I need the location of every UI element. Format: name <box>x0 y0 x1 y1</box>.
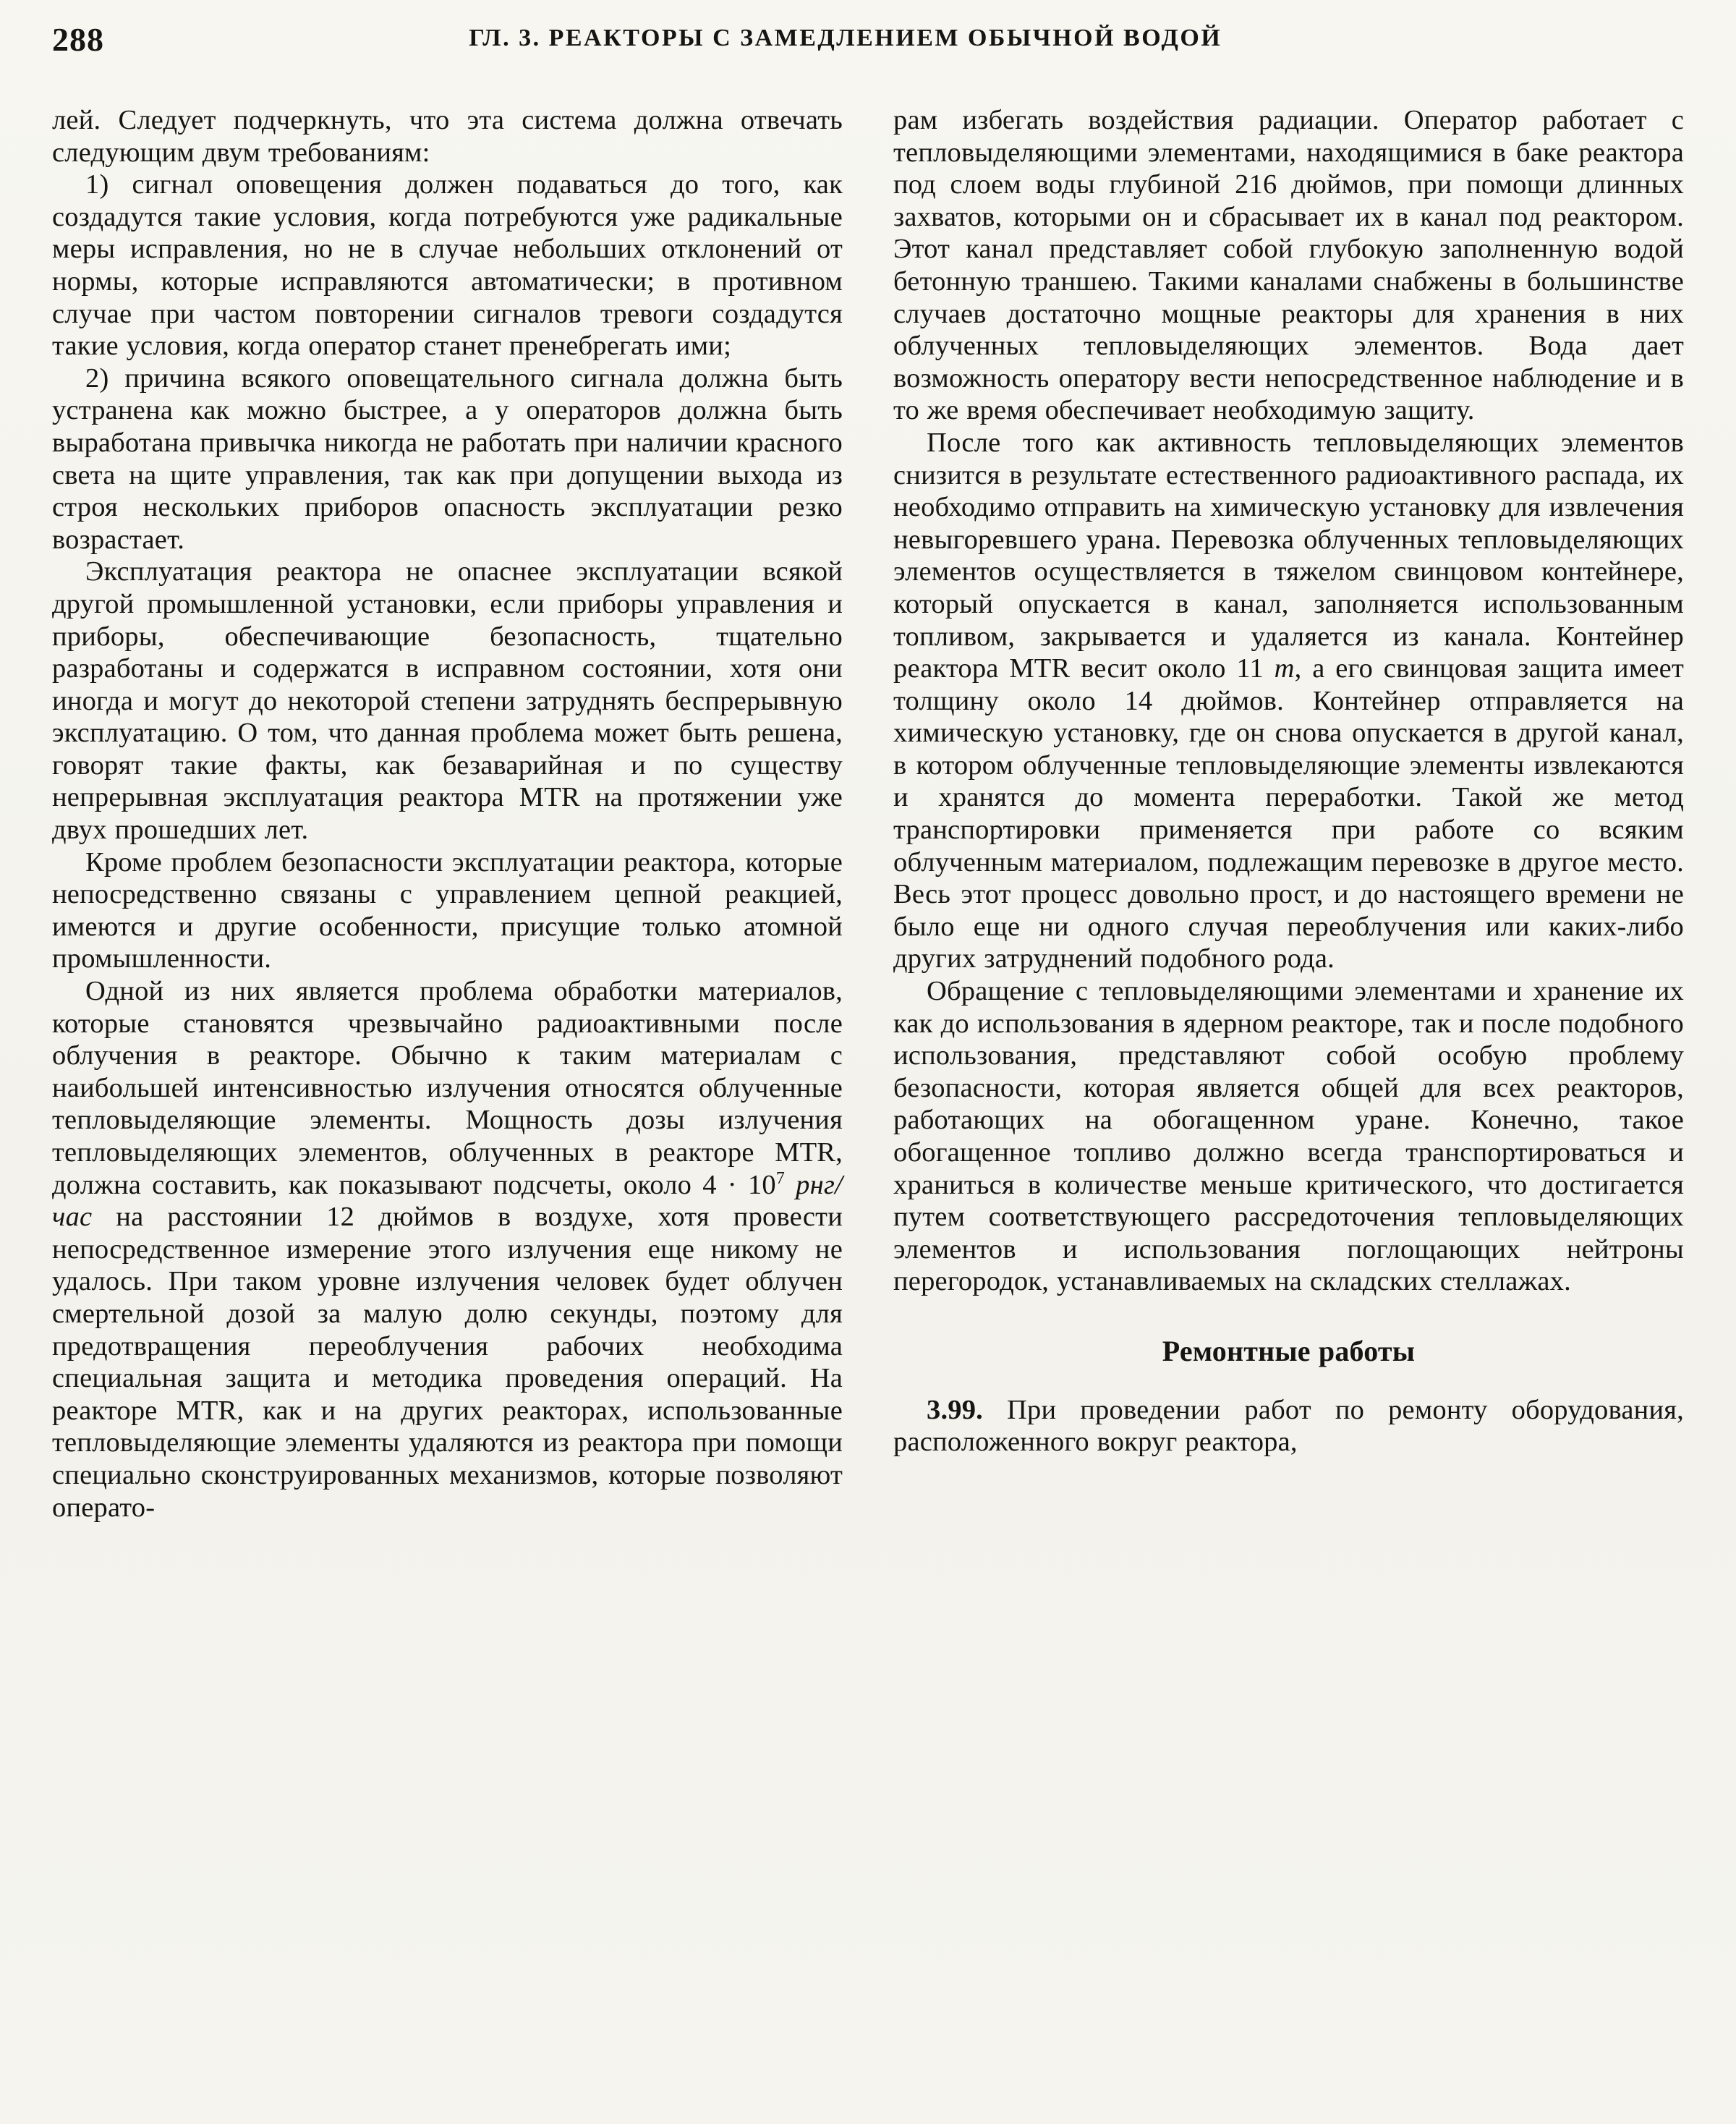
right-column <box>893 104 1684 1524</box>
section-heading: Ремонтные работы <box>1162 1334 1416 1367</box>
running-title: ГЛ. 3. РЕАКТОРЫ С ЗАМЕДЛЕНИЕМ ОБЫЧНОЙ ВОДОЙ <box>469 25 1222 51</box>
text-columns <box>52 104 1684 1524</box>
paragraph: Одной из них является проблема обработки материалов, которые становятся чрезвычайно радиоактивными после облучения в реакторе. Обычно к таким материалам с наибольшей интенсивностью излучения относятся облученные тепловыделяющие элементы. Мощность дозы излучения тепловыделяющих элементов, облученных в реакторе MTR, должна составить, как показывают подсчеты, около $4 \cdot 10^7$ рнг/час на расстоянии 12 дюймов в воздухе, хотя провести непосредственное измерение этого излучения еще никому не удалось. При таком уровне излучения человек будет облучен смертельной дозой за малую долю секунды, поэтому для предотвращения переоблучения рабочих необходима специальная защита и методика проведения операций. На реакторе MTR, как и на других реакторах, использованные тепловыделяющие элементы удаляются из реактора при помощи специально сконструированных механизмов, которые позволяют операто- <box>52 976 843 1523</box>
paragraph: Кроме проблем безопасности эксплуатации реактора, которые непосредственно связаны с управлением цепной реакцией, имеются и другие особенности, присущие только атомной промышленности. <box>52 846 843 974</box>
page-number: 288 <box>52 21 104 58</box>
left-column <box>52 104 843 1524</box>
paragraph: лей. Следует подчеркнуть, что эта система должна отвечать следующим двум требованиям: <box>52 105 843 168</box>
paragraph: Эксплуатация реактора не опаснее эксплуатации всякой другой промышленной установки, если приборы управления и приборы, обеспечивающие безопасность, тщательно разработаны и содержатся в исправном состоянии, хотя они иногда и могут до некоторой степени затруднять беспрерывную эксплуатацию. О том, что данная проблема может быть решена, говорят такие факты, как безаварийная и по существу непрерывная эксплуатация реактора MTR на протяжении уже двух прошедших лет. <box>52 556 843 846</box>
running-head <box>52 20 1684 67</box>
paragraph: Обращение с тепловыделяющими элементами и хранение их как до использования в ядерном реакторе, так и после подобного использования, представляют собой особую проблему безопасности, которая является общей для всех реакторов, работающих на обогащенном уране. Конечно, такое обогащенное топливо должно всегда транспортироваться и храниться в количестве меньше критического, что достигается путем соответствующего рассредоточения тепловыделяющих элементов и использования поглощающих нейтроны перегородок, устанавливаемых на складских стеллажах. <box>893 976 1684 1297</box>
paragraph: После того как активность тепловыделяющих элементов снизится в результате естественного радиоактивного распада, их необходимо отправить на химическую установку для извлечения невыгоревшего урана. Перевозка облученных тепловыделяющих элементов осуществляется в тяжелом свинцовом контейнере, который опускается в канал, заполняется использованным топливом, закрывается и удаляется из канала. Контейнер реактора MTR весит около 11 т, а его свинцовая защита имеет толщину около 14 дюймов. Контейнер отправляется на химическую установку, где он снова опускается в другой канал, в котором облученные тепловыделяющие элементы извлекаются и хранятся до момента переработки. Такой же метод транспортировки применяется при работе со всяким облученным материалом, подлежащим перевозке в другое место. Весь этот процесс довольно прост, и до настоящего времени не было еще ни одного случая переоблучения или каких-либо других затруднений подобного рода. <box>893 427 1684 974</box>
paragraph: 2) причина всякого оповещательного сигнала должна быть устранена как можно быстрее, а у операторов должна быть выработана привычка никогда не работать при наличии красного света на щите управления, так как при допущении выхода из строя нескольких приборов опасность эксплуатации резко возрастает. <box>52 362 843 555</box>
paragraph: рам избегать воздействия радиации. Оператор работает с тепловыделяющими элементами, находящимися в баке реактора под слоем воды глубиной 216 дюймов, при помощи длинных захватов, которыми он и сбрасывает их в канал под реактором. Этот канал представляет собой глубокую заполненную водой бетонную траншею. Такими каналами снабжены в большинстве случаев достаточно мощные реакторы для хранения в них облученных тепловыделяющих элементов. Вода дает возможность оператору вести непосредственное наблюдение и в то же время обеспечивает необходимую защиту. <box>893 105 1684 426</box>
paragraph: 1) сигнал оповещения должен подаваться до того, как создадутся такие условия, когда потребуются уже радикальные меры исправления, но не в случае небольших отклонений от нормы, которые исправляются автоматически; в противном случае при частом повторении сигналов тревоги создадутся такие условия, когда оператор станет пренебрегать ими; <box>52 169 843 362</box>
paragraph: 3.99. При проведении работ по ремонту оборудования, расположенного вокруг реактора, <box>893 1394 1684 1458</box>
